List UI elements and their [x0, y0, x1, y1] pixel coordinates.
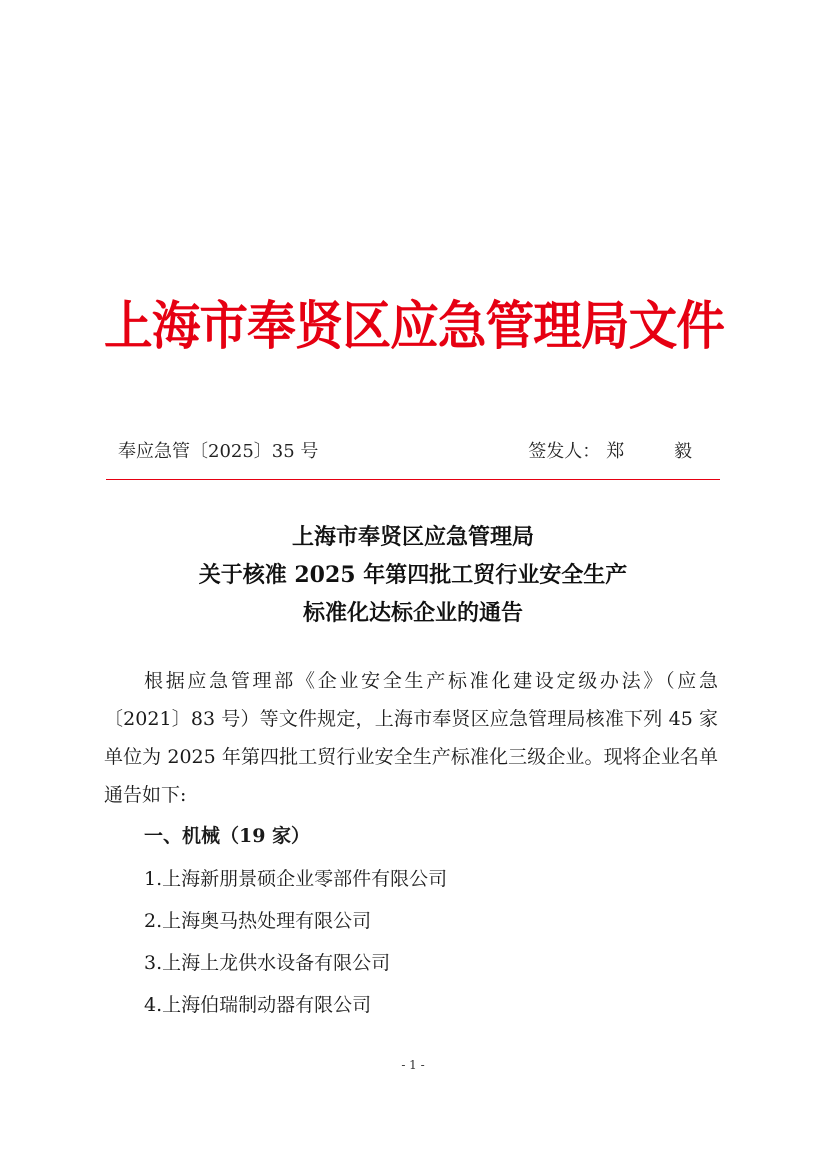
- document-body: [104, 662, 718, 1026]
- signer: [528, 437, 714, 463]
- list-item: 1.上海新朋景硕企业零部件有限公司: [144, 868, 448, 890]
- signer-label: 签发人：: [528, 441, 601, 462]
- document-header-title: 上海市奉贤区应急管理局文件: [104, 296, 725, 357]
- notice-title-line-1: 上海市奉贤区应急管理局: [291, 524, 534, 550]
- list-item: 3.上海上龙供水设备有限公司: [144, 952, 391, 974]
- notice-title-line-3: 标准化达标企业的通告: [302, 600, 523, 626]
- notice-title: [100, 518, 726, 632]
- document-meta-row: [118, 432, 714, 468]
- header-divider: [106, 479, 720, 480]
- signer-name: 郑 毅: [606, 441, 714, 462]
- page-number: - 1 -: [401, 1058, 425, 1072]
- document-number: 奉应急管〔2025〕35 号: [118, 441, 319, 462]
- body-paragraph: 根据应急管理部《企业安全生产标准化建设定级办法》（应急〔2021〕83 号）等文件规定，上海市奉贤区应急管理局核准下列 45 家单位为 2025 年第四批工贸行业安全生产标准化三级企业。现将企业名单通告如下:: [104, 670, 718, 806]
- section-heading: 一、机械（19 家）: [144, 825, 311, 847]
- company-list: [104, 858, 718, 1026]
- list-item: 2.上海奥马热处理有限公司: [144, 910, 372, 932]
- notice-title-line-2: 关于核准 2025 年第四批工贸行业安全生产: [198, 562, 628, 588]
- list-item: 4.上海伯瑞制动器有限公司: [144, 994, 372, 1016]
